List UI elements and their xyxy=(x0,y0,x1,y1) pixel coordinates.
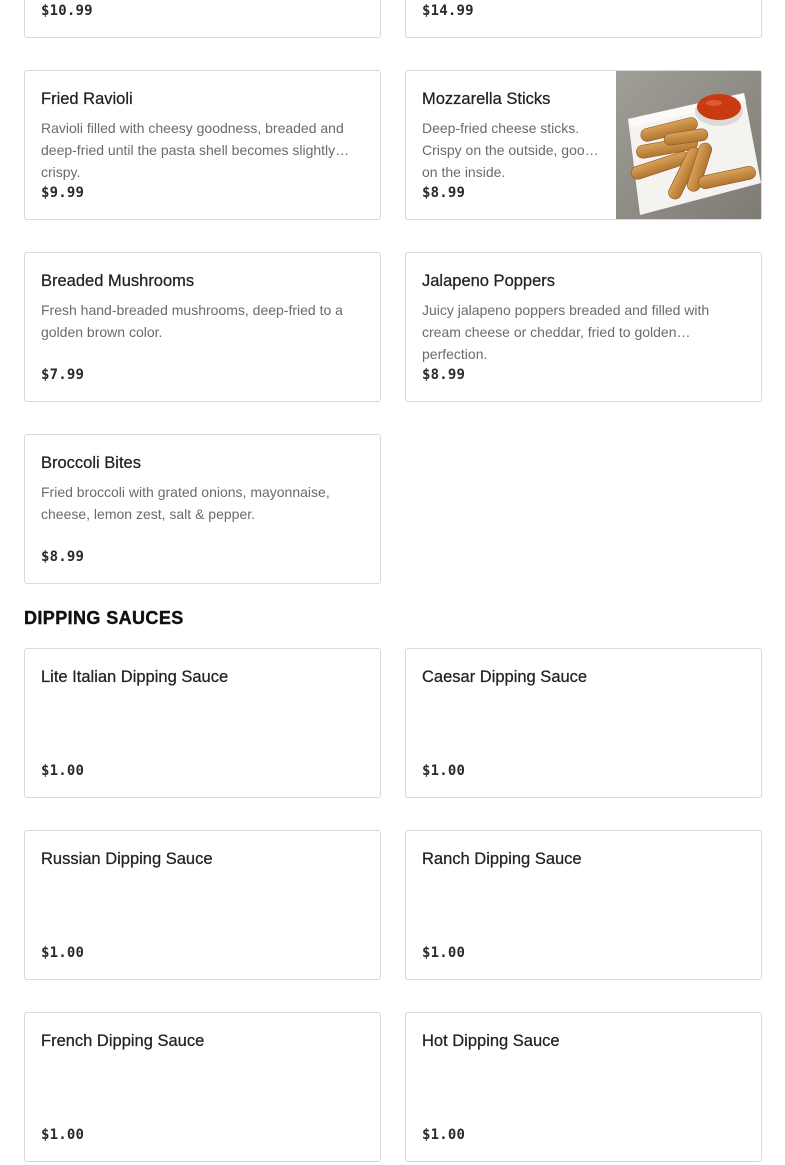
item-name: Hot Dipping Sauce xyxy=(422,1032,560,1050)
mozzarella-sticks-photo xyxy=(616,71,761,219)
item-name: Caesar Dipping Sauce xyxy=(422,668,588,686)
item-name: Fried Ravioli xyxy=(41,90,133,108)
menu-item-card-lite-italian-dipping-sauce[interactable] xyxy=(24,648,381,798)
item-name: French Dipping Sauce xyxy=(41,1032,205,1050)
menu-item-card-caesar-dipping-sauce[interactable] xyxy=(405,648,762,798)
item-description: Juicy jalapeno poppers breaded and filled with cream cheese or cheddar, fried to golden perfection. xyxy=(422,302,710,362)
item-price: $14.99 xyxy=(422,3,474,19)
item-price: $1.00 xyxy=(41,763,85,779)
menu-item-card[interactable] xyxy=(405,0,762,38)
section-title-dipping-sauces: DIPPING SAUCES xyxy=(24,608,184,628)
item-price: $7.99 xyxy=(41,367,85,383)
item-name: Broccoli Bites xyxy=(41,454,141,472)
menu-item-card-russian-dipping-sauce[interactable] xyxy=(24,830,381,980)
item-name: Jalapeno Poppers xyxy=(422,272,556,290)
item-name: Russian Dipping Sauce xyxy=(41,850,213,868)
item-price: $1.00 xyxy=(422,945,466,961)
item-price: $1.00 xyxy=(422,763,466,779)
item-price: $1.00 xyxy=(41,1127,85,1143)
menu-item-card-ranch-dipping-sauce[interactable] xyxy=(405,830,762,980)
item-price: $9.99 xyxy=(41,185,85,201)
item-name: Lite Italian Dipping Sauce xyxy=(41,668,229,686)
menu-item-card-hot-dipping-sauce[interactable] xyxy=(405,1012,762,1162)
item-price: $1.00 xyxy=(41,945,85,961)
item-price: $8.99 xyxy=(41,549,85,565)
item-name: Mozzarella Sticks xyxy=(422,90,551,108)
item-price: $8.99 xyxy=(422,185,466,201)
menu-item-card-breaded-mushrooms[interactable] xyxy=(24,252,381,402)
item-price: $10.99 xyxy=(41,3,93,19)
menu-item-card-jalapeno-poppers[interactable] xyxy=(405,252,762,402)
item-description: Ravioli filled with cheesy goodness, breaded and deep-fried until the pasta shell becomes slightly crispy. xyxy=(41,120,344,180)
item-description: Fried broccoli with grated onions, mayonnaise, cheese, lemon zest, salt & pepper. xyxy=(41,484,330,522)
item-price: $8.99 xyxy=(422,367,466,383)
menu-item-card-broccoli-bites[interactable] xyxy=(24,434,381,584)
menu-item-card-french-dipping-sauce[interactable] xyxy=(24,1012,381,1162)
menu-item-card-mozzarella-sticks[interactable] xyxy=(405,70,762,220)
menu-item-card[interactable] xyxy=(24,0,381,38)
menu-item-card-fried-ravioli[interactable] xyxy=(24,70,381,220)
item-description: Fresh hand-breaded mushrooms, deep-fried to a golden brown color. xyxy=(41,302,343,340)
item-price: $1.00 xyxy=(422,1127,466,1143)
item-description: Deep-fried cheese sticks. Crispy on the outside, gooey on the inside. xyxy=(422,120,600,180)
item-name: Ranch Dipping Sauce xyxy=(422,850,582,868)
mozzarella-sticks-image xyxy=(616,71,761,219)
item-name: Breaded Mushrooms xyxy=(41,272,195,290)
